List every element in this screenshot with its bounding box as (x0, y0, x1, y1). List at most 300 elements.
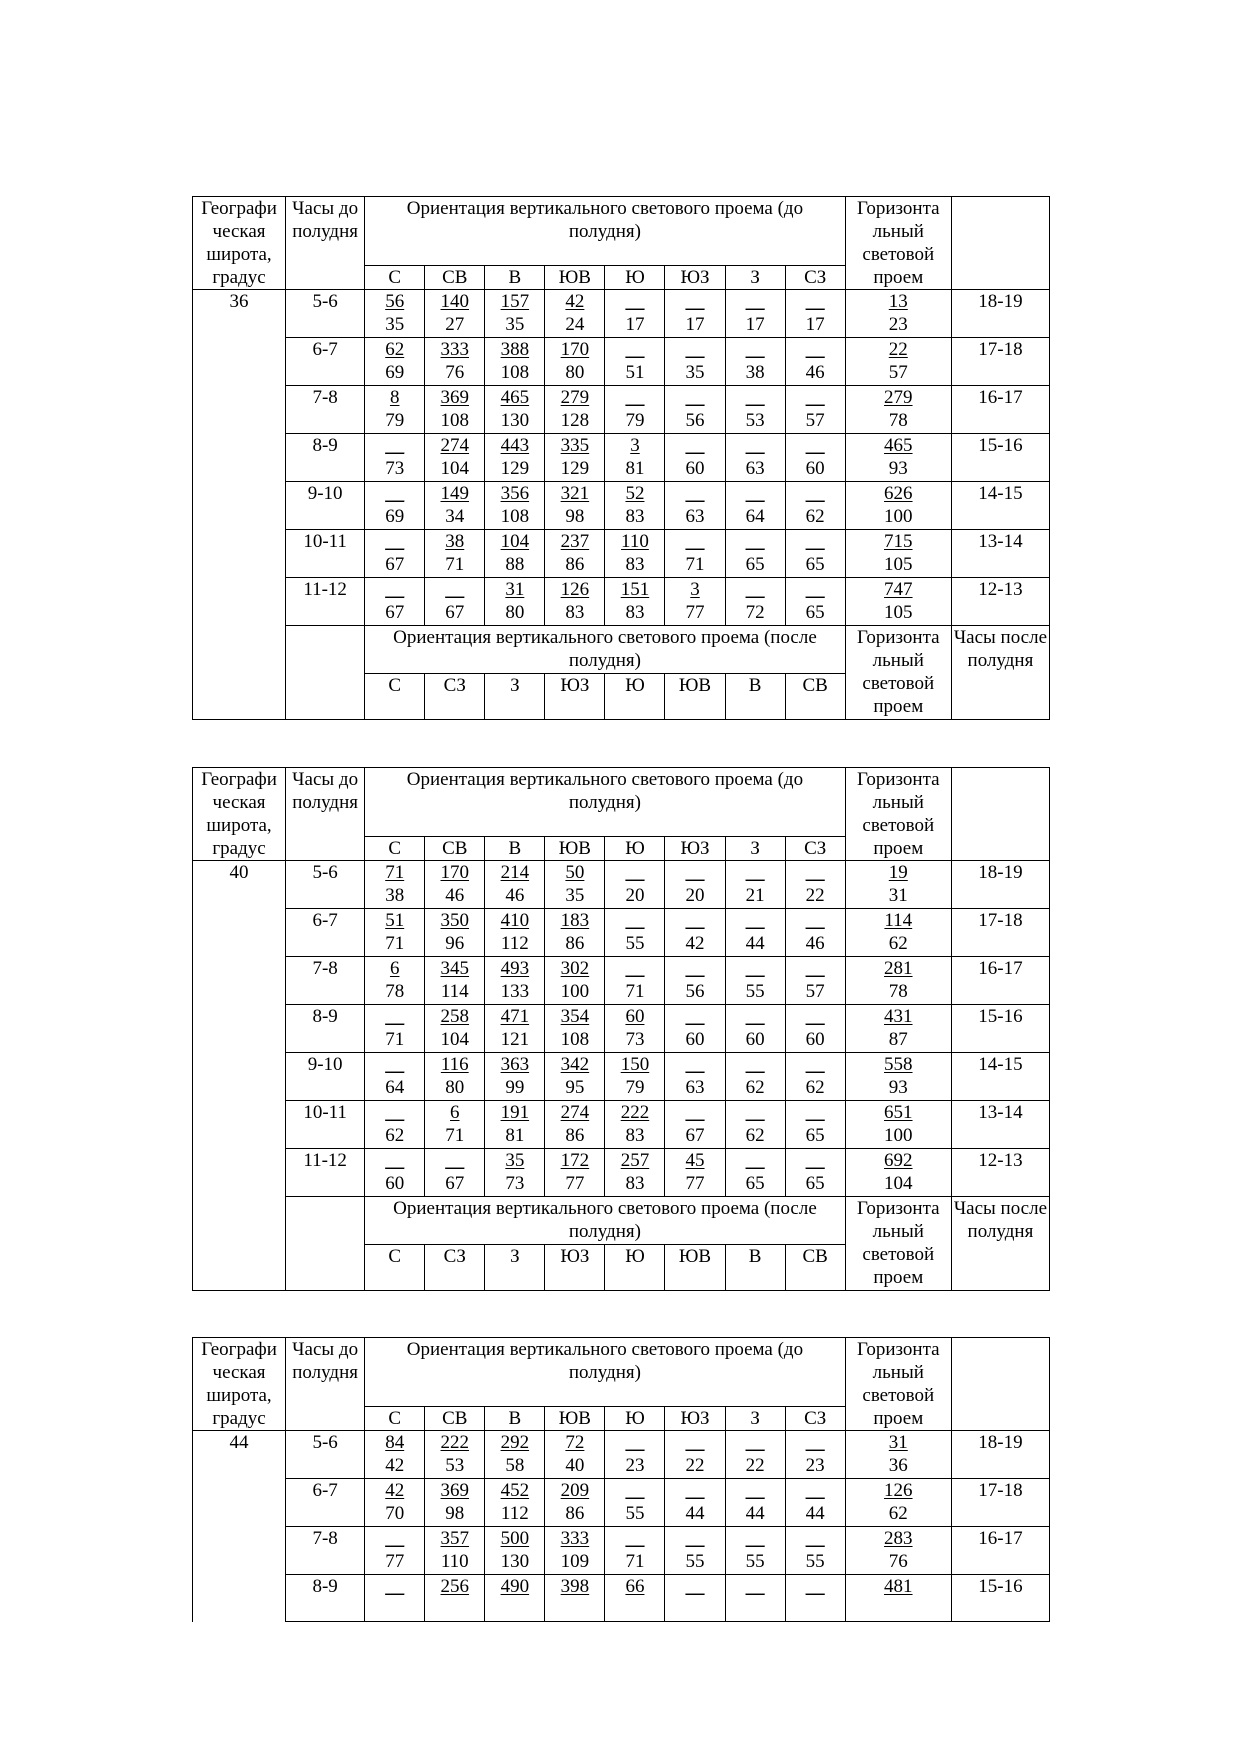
value-cell (605, 1101, 665, 1149)
value-top: 42 (385, 1480, 405, 1501)
value-pair (425, 434, 484, 480)
value-pair (726, 1005, 785, 1051)
value-cell (485, 1053, 545, 1101)
hours-pm-value: 18-19 (951, 290, 1049, 338)
value-cell (425, 1149, 485, 1197)
value-cell (785, 861, 845, 909)
value-pair (365, 861, 424, 907)
value-pair (665, 1431, 724, 1477)
value-pair (605, 578, 664, 624)
direction-am: ЮЗ (665, 1407, 725, 1431)
value-top: __ (685, 483, 705, 504)
horizontal-value-cell (845, 1575, 951, 1622)
value-bottom: 35 (385, 314, 405, 335)
hours-pm-value: 14-15 (951, 482, 1049, 530)
horizontal-value-cell (845, 1053, 951, 1101)
value-cell (605, 578, 665, 626)
value-cell (425, 290, 485, 338)
value-pair (485, 1005, 544, 1051)
value-cell (785, 1101, 845, 1149)
value-top: __ (805, 1432, 825, 1453)
value-cell (785, 482, 845, 530)
value-top: __ (805, 1528, 825, 1549)
value-top: __ (625, 1480, 645, 1501)
value-top: __ (805, 910, 825, 931)
value-bottom: 31 (888, 885, 908, 906)
value-cell (545, 482, 605, 530)
hours-am-value: 9-10 (286, 482, 365, 530)
value-pair (365, 1431, 424, 1477)
value-top: __ (685, 339, 705, 360)
value-pair (665, 1005, 724, 1051)
value-cell (785, 1005, 845, 1053)
horizontal-value-cell (845, 909, 951, 957)
value-bottom: 105 (884, 554, 913, 575)
table-row (193, 386, 1050, 434)
value-bottom: 104 (440, 1029, 470, 1050)
value-pair (485, 1053, 544, 1099)
value-pair (726, 434, 785, 480)
value-cell (365, 1101, 425, 1149)
direction-am: Ю (605, 266, 665, 290)
value-cell (545, 1527, 605, 1575)
value-pair (726, 482, 785, 528)
value-top: __ (385, 483, 405, 504)
value-top: __ (805, 339, 825, 360)
value-bottom: 60 (685, 458, 705, 479)
horizontal-value-cell (845, 1527, 951, 1575)
value-cell (665, 1527, 725, 1575)
value-top: __ (385, 1576, 405, 1597)
direction-am: С (365, 266, 425, 290)
horizontal-value-cell (845, 1149, 951, 1197)
value-top: __ (385, 1150, 405, 1171)
value-pair (665, 1479, 724, 1525)
table-row (193, 1101, 1050, 1149)
value-top: 45 (685, 1150, 705, 1171)
value-cell (605, 290, 665, 338)
direction-am: В (485, 266, 545, 290)
hours-pm-value: 17-18 (951, 1479, 1049, 1527)
value-pair (786, 290, 845, 336)
value-top: 84 (385, 1432, 405, 1453)
value-pair (726, 578, 785, 624)
value-cell (545, 290, 605, 338)
value-pair (425, 957, 484, 1003)
value-bottom: 100 (560, 981, 590, 1002)
value-bottom: 86 (565, 554, 585, 575)
value-bottom: 78 (888, 981, 908, 1002)
value-top: 443 (500, 435, 530, 456)
horizontal-value-cell (845, 1431, 951, 1479)
hours-pm-value: 16-17 (951, 1527, 1049, 1575)
hours-pm-value: 16-17 (951, 386, 1049, 434)
direction-am: СЗ (785, 1407, 845, 1431)
direction-am: Ю (605, 1407, 665, 1431)
value-top: 335 (560, 435, 590, 456)
value-top: 157 (500, 291, 530, 312)
value-top: 369 (440, 1480, 470, 1501)
value-top: 183 (560, 910, 590, 931)
value-pair (846, 530, 951, 576)
table-row (193, 1053, 1050, 1101)
value-pair (485, 434, 544, 480)
value-top: 354 (560, 1006, 590, 1027)
value-top: 356 (500, 483, 530, 504)
value-pair (605, 290, 664, 336)
value-bottom: 62 (745, 1125, 765, 1146)
orientation-pm-header: Ориентация вертикального светового проема (после полудня) (365, 626, 846, 674)
value-pair (545, 290, 604, 336)
direction-pm: В (725, 674, 785, 720)
horizontal-header: Горизонта льный световой проем (845, 197, 951, 290)
value-pair (605, 482, 664, 528)
direction-pm: ЮВ (665, 1245, 725, 1291)
latitude-value: 36 (193, 290, 286, 720)
direction-am: Ю (605, 837, 665, 861)
value-bottom: 62 (888, 1503, 908, 1524)
value-pair (786, 1005, 845, 1051)
value-bottom: 23 (805, 1455, 825, 1476)
value-bottom: 53 (445, 1455, 465, 1476)
value-top: 431 (884, 1006, 913, 1027)
value-cell (425, 482, 485, 530)
value-top: __ (745, 1102, 765, 1123)
value-top: 50 (565, 862, 585, 883)
value-top: 490 (500, 1576, 530, 1597)
value-cell (605, 386, 665, 434)
value-top: __ (745, 910, 765, 931)
horizontal-value-cell (845, 338, 951, 386)
value-pair (425, 1005, 484, 1051)
value-cell (545, 434, 605, 482)
value-cell (665, 1149, 725, 1197)
value-bottom: 133 (500, 981, 530, 1002)
value-pair (665, 909, 724, 955)
value-pair (846, 1575, 951, 1621)
value-top: 493 (500, 958, 530, 979)
value-pair (425, 1479, 484, 1525)
value-bottom: 20 (625, 885, 645, 906)
value-top: 500 (500, 1528, 530, 1549)
value-top: 6 (389, 958, 400, 979)
value-top: 274 (560, 1102, 590, 1123)
value-pair (846, 578, 951, 624)
value-bottom: 60 (745, 1029, 765, 1050)
value-pair (545, 1053, 604, 1099)
hours-am-value: 5-6 (286, 861, 365, 909)
value-top: 452 (500, 1480, 530, 1501)
value-cell (485, 530, 545, 578)
value-top: __ (805, 1150, 825, 1171)
value-top: __ (625, 387, 645, 408)
value-cell (425, 386, 485, 434)
value-top: 342 (560, 1054, 590, 1075)
value-cell (665, 861, 725, 909)
hours-am-value: 8-9 (286, 1575, 365, 1622)
value-top: __ (445, 579, 465, 600)
value-top: 388 (500, 339, 530, 360)
direction-am: З (725, 837, 785, 861)
value-cell (785, 1431, 845, 1479)
direction-pm: Ю (605, 1245, 665, 1291)
value-bottom: 114 (440, 981, 469, 1002)
value-pair (485, 909, 544, 955)
value-pair (365, 1575, 424, 1621)
value-pair (605, 338, 664, 384)
hours-pm-header-blank (951, 1338, 1049, 1431)
value-pair (786, 861, 845, 907)
hours-am-value: 11-12 (286, 578, 365, 626)
value-bottom: 55 (625, 933, 645, 954)
value-cell (425, 909, 485, 957)
value-bottom: 71 (625, 1551, 645, 1572)
value-top: 279 (560, 387, 590, 408)
value-cell (605, 530, 665, 578)
header-row (193, 197, 1050, 266)
value-top: __ (625, 1432, 645, 1453)
value-pair (846, 386, 951, 432)
value-cell (785, 338, 845, 386)
value-cell (365, 1005, 425, 1053)
value-top: 38 (445, 531, 465, 552)
horizontal-value-cell (845, 578, 951, 626)
value-top: 258 (440, 1006, 470, 1027)
value-cell (545, 1149, 605, 1197)
value-top: __ (685, 531, 705, 552)
value-pair (726, 530, 785, 576)
value-pair (485, 1101, 544, 1147)
value-pair (425, 482, 484, 528)
radiation-table-lat-44 (192, 1337, 1050, 1622)
value-bottom: 64 (745, 506, 765, 527)
value-cell (365, 1149, 425, 1197)
horizontal-value-cell (845, 1101, 951, 1149)
value-top: 465 (884, 435, 913, 456)
value-cell (365, 1527, 425, 1575)
value-top: __ (745, 339, 765, 360)
value-bottom: 17 (745, 314, 765, 335)
hours-pm-value: 16-17 (951, 957, 1049, 1005)
value-pair (846, 1527, 951, 1573)
value-cell (425, 1101, 485, 1149)
value-pair (605, 1053, 664, 1099)
value-top: __ (745, 1528, 765, 1549)
value-pair (485, 957, 544, 1003)
value-pair (545, 578, 604, 624)
value-bottom: 71 (385, 1029, 405, 1050)
value-cell (785, 909, 845, 957)
value-pair (726, 1575, 785, 1621)
value-bottom: 77 (565, 1173, 585, 1194)
value-bottom: 55 (685, 1551, 705, 1572)
hours-am-value: 11-12 (286, 1149, 365, 1197)
value-bottom: 95 (565, 1077, 585, 1098)
value-top: 51 (385, 910, 405, 931)
value-top: 292 (500, 1432, 530, 1453)
value-pair (726, 1053, 785, 1099)
value-cell (365, 909, 425, 957)
value-top: __ (805, 1102, 825, 1123)
value-cell (725, 338, 785, 386)
value-top: 19 (888, 862, 908, 883)
table-row (193, 1575, 1050, 1622)
value-bottom: 79 (625, 1077, 645, 1098)
value-top: 209 (560, 1480, 590, 1501)
hours-am-value: 5-6 (286, 290, 365, 338)
value-pair (726, 290, 785, 336)
value-top: __ (685, 862, 705, 883)
value-cell (365, 957, 425, 1005)
value-cell (605, 957, 665, 1005)
hours-pm-header-blank (951, 197, 1049, 290)
table-row (193, 909, 1050, 957)
value-cell (665, 482, 725, 530)
value-bottom: 108 (560, 1029, 590, 1050)
value-pair (786, 909, 845, 955)
value-pair (726, 1479, 785, 1525)
value-top: 274 (440, 435, 470, 456)
value-pair (786, 1431, 845, 1477)
value-pair (726, 1431, 785, 1477)
value-top: __ (805, 291, 825, 312)
value-bottom: 46 (505, 885, 525, 906)
value-top: __ (745, 1480, 765, 1501)
hours-pm-value: 15-16 (951, 1005, 1049, 1053)
value-top: 321 (560, 483, 590, 504)
value-pair (365, 909, 424, 955)
value-pair (786, 578, 845, 624)
value-top: 72 (565, 1432, 585, 1453)
value-pair (605, 434, 664, 480)
value-top: __ (385, 1054, 405, 1075)
hours-am-value: 6-7 (286, 909, 365, 957)
value-cell (485, 957, 545, 1005)
value-pair (605, 861, 664, 907)
value-pair (485, 1149, 544, 1195)
direction-am: СЗ (785, 266, 845, 290)
value-cell (425, 1431, 485, 1479)
value-cell (725, 1479, 785, 1527)
value-cell (725, 530, 785, 578)
hours-pm-value: 18-19 (951, 1431, 1049, 1479)
value-bottom: 76 (445, 362, 465, 383)
value-top: 116 (440, 1054, 469, 1075)
value-bottom: 96 (445, 933, 465, 954)
value-pair (846, 1479, 951, 1525)
direction-pm: СВ (785, 1245, 845, 1291)
value-bottom: 22 (805, 885, 825, 906)
value-top: __ (805, 1006, 825, 1027)
value-bottom: 73 (385, 458, 405, 479)
value-cell (365, 482, 425, 530)
value-cell (725, 1005, 785, 1053)
value-cell (425, 338, 485, 386)
value-cell (485, 578, 545, 626)
value-top: __ (805, 862, 825, 883)
value-pair (846, 1005, 951, 1051)
value-pair (485, 1527, 544, 1573)
horizontal-value-cell (845, 530, 951, 578)
value-pair (485, 482, 544, 528)
orientation-pm-header: Ориентация вертикального светового проема (после полудня) (365, 1197, 846, 1245)
value-cell (485, 1149, 545, 1197)
value-bottom: 100 (884, 506, 913, 527)
value-pair (485, 1575, 544, 1621)
value-top: 31 (505, 579, 525, 600)
value-top: __ (625, 862, 645, 883)
value-top: 692 (884, 1150, 913, 1171)
value-bottom: 20 (685, 885, 705, 906)
table-row (193, 434, 1050, 482)
hours-am-value: 8-9 (286, 1005, 365, 1053)
horizontal-value-cell (845, 957, 951, 1005)
value-bottom: 80 (505, 602, 525, 623)
value-pair (365, 338, 424, 384)
value-bottom: 34 (445, 506, 465, 527)
value-top: 6 (450, 1102, 460, 1123)
hours-pm-header-blank (951, 768, 1049, 861)
value-top: 3 (690, 579, 700, 600)
value-pair (726, 957, 785, 1003)
value-top: 747 (884, 579, 913, 600)
hours-am-value: 5-6 (286, 1431, 365, 1479)
value-bottom: 67 (445, 602, 465, 623)
value-pair (665, 578, 724, 624)
value-pair (425, 338, 484, 384)
value-cell (725, 1431, 785, 1479)
value-top: __ (625, 339, 645, 360)
hours-am-value: 10-11 (286, 530, 365, 578)
radiation-table-lat-40 (192, 767, 1050, 1291)
hours-am-value: 8-9 (286, 434, 365, 482)
value-top: 333 (560, 1528, 590, 1549)
value-cell (485, 290, 545, 338)
value-bottom: 112 (500, 933, 529, 954)
value-pair (605, 1431, 664, 1477)
value-top: 281 (884, 958, 913, 979)
value-cell (545, 861, 605, 909)
value-pair (545, 1479, 604, 1525)
direction-am: ЮВ (545, 1407, 605, 1431)
value-pair (485, 1479, 544, 1525)
value-pair (425, 386, 484, 432)
value-bottom: 65 (805, 602, 825, 623)
value-pair (365, 1101, 424, 1147)
value-top: 345 (440, 958, 470, 979)
value-bottom: 128 (560, 410, 590, 431)
value-cell (365, 434, 425, 482)
value-top: 363 (500, 1054, 530, 1075)
value-cell (545, 530, 605, 578)
value-cell (425, 1005, 485, 1053)
value-top: __ (385, 1006, 405, 1027)
value-top: __ (745, 435, 765, 456)
value-cell (365, 1479, 425, 1527)
hours-am-value: 10-11 (286, 1101, 365, 1149)
value-cell (605, 1479, 665, 1527)
value-pair (545, 386, 604, 432)
value-pair (425, 909, 484, 955)
value-bottom: 130 (500, 1551, 530, 1572)
value-pair (665, 1101, 724, 1147)
value-bottom: 44 (745, 933, 765, 954)
direction-am: З (725, 266, 785, 290)
value-top: __ (805, 1576, 825, 1597)
value-pair (485, 578, 544, 624)
direction-am: ЮЗ (665, 266, 725, 290)
value-top: 170 (440, 862, 470, 883)
